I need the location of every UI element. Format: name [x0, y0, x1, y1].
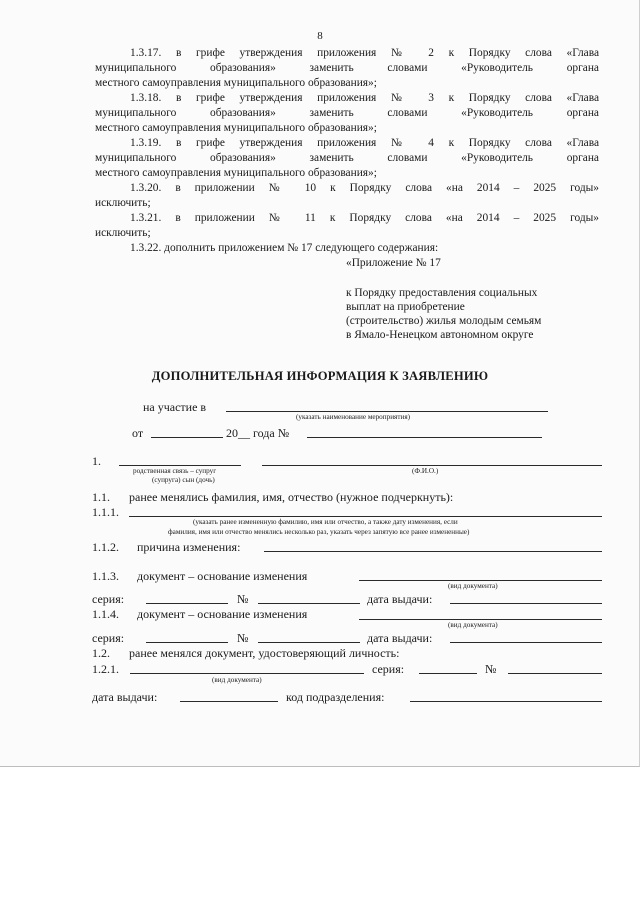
body-line: 1.3.17. в грифе утверждения приложения № 2 к Порядку слова «Глава: [130, 47, 599, 59]
participation-label: на участие в: [143, 400, 207, 414]
item-1-2-1-number: 1.2.1.: [92, 662, 119, 676]
body-line: исключить;: [95, 197, 151, 209]
body-line: 1.3.21. в приложении № 11 к Порядку слова «на 2014 – 2025 годы»: [130, 212, 599, 224]
item-1-1-4-number: 1.1.4.: [92, 607, 119, 621]
issue-date-label: дата выдачи:: [367, 592, 433, 606]
body-line: муниципального образования» заменить словами «Руководитель органа: [95, 107, 599, 119]
number-label: №: [485, 662, 497, 676]
series-label: серия:: [372, 662, 405, 676]
change-reason-field[interactable]: [264, 551, 602, 552]
series-label: серия:: [92, 631, 125, 645]
document-type-hint: (вид документа): [448, 582, 498, 590]
identity-issue-date-field[interactable]: [180, 701, 278, 702]
body-line: 1.3.22. дополнить приложением № 17 следующего содержания:: [130, 242, 439, 254]
body-line: 1.3.18. в грифе утверждения приложения № 3 к Порядку слова «Глава: [130, 92, 599, 104]
item-1-number: 1.: [92, 454, 101, 468]
fio-hint: (Ф.И.О.): [412, 467, 439, 475]
appendix-line: в Ямало-Ненецком автономном округе: [346, 329, 534, 341]
identity-number-field[interactable]: [508, 673, 602, 674]
body-line: муниципального образования» заменить словами «Руководитель органа: [95, 152, 599, 164]
division-code-label: код подразделения:: [286, 690, 385, 704]
identity-document-type-hint: (вид документа): [212, 676, 262, 684]
fio-field[interactable]: [262, 465, 602, 466]
relation-field[interactable]: [119, 465, 241, 466]
page-number: 8: [317, 30, 323, 42]
item-1-1-1-number: 1.1.1.: [92, 505, 119, 519]
participation-hint: (указать наименование мероприятия): [296, 413, 411, 421]
form-title: ДОПОЛНИТЕЛЬНАЯ ИНФОРМАЦИЯ К ЗАЯВЛЕНИЮ: [151, 369, 489, 383]
identity-series-field[interactable]: [419, 673, 477, 674]
issue-date-label: дата выдачи:: [367, 631, 433, 645]
application-number-field[interactable]: [307, 437, 542, 438]
item-1-1-text: ранее менялись фамилия, имя, отчество (нужное подчеркнуть):: [129, 490, 454, 504]
issue-date-field[interactable]: [450, 603, 602, 604]
item-1-1-3-number: 1.1.3.: [92, 569, 119, 583]
body-line: муниципального образования» заменить словами «Руководитель органа: [95, 62, 599, 74]
previous-name-field[interactable]: [129, 516, 602, 517]
division-code-field[interactable]: [410, 701, 602, 702]
item-1-2-text: ранее менялся документ, удостоверяющий личность:: [129, 646, 400, 660]
body-line: 1.3.20. в приложении № 10 к Порядку слова «на 2014 – 2025 годы»: [130, 182, 599, 194]
item-1-1-3-text: документ – основание изменения: [137, 569, 308, 583]
item-1-1-2-number: 1.1.2.: [92, 540, 119, 554]
body-line: 1.3.19. в грифе утверждения приложения № 4 к Порядку слова «Глава: [130, 137, 599, 149]
body-line: местного самоуправления муниципального образования»;: [95, 122, 377, 134]
appendix-line: к Порядку предоставления социальных: [346, 287, 538, 299]
relation-hint: (супруга) сын (дочь): [152, 476, 215, 484]
series-label: серия:: [92, 592, 125, 606]
series-field[interactable]: [146, 603, 228, 604]
date-field[interactable]: [151, 437, 223, 438]
relation-hint: родственная связь – супруг: [133, 467, 217, 475]
document-type-hint: (вид документа): [448, 621, 498, 629]
item-1-1-2-text: причина изменения:: [137, 540, 241, 554]
year-number-label: 20__ года №: [226, 426, 290, 440]
document-type-field[interactable]: [359, 619, 602, 620]
item-1-2-number: 1.2.: [92, 646, 110, 660]
appendix-heading: «Приложение № 17: [346, 257, 441, 269]
item-1-1-4-text: документ – основание изменения: [137, 607, 308, 621]
body-line: местного самоуправления муниципального образования»;: [95, 77, 377, 89]
issue-date-field[interactable]: [450, 642, 602, 643]
body-line: исключить;: [95, 227, 151, 239]
number-label: №: [237, 631, 249, 645]
from-label: от: [132, 426, 144, 440]
item-1-1-number: 1.1.: [92, 490, 110, 504]
number-field[interactable]: [258, 603, 360, 604]
issue-date-label: дата выдачи:: [92, 690, 158, 704]
appendix-line: выплат на приобретение: [346, 301, 465, 313]
document-type-field[interactable]: [359, 580, 602, 581]
number-field[interactable]: [258, 642, 360, 643]
number-label: №: [237, 592, 249, 606]
identity-document-type-field[interactable]: [130, 673, 364, 674]
previous-name-hint: фамилия, имя или отчество менялись несколько раз, указать через запятую все ранее измененные): [168, 528, 470, 536]
series-field[interactable]: [146, 642, 228, 643]
participation-field[interactable]: [226, 411, 548, 412]
previous-name-hint: (указать ранее измененную фамилию, имя или отчество, а также дату изменения, если: [193, 518, 458, 526]
body-line: местного самоуправления муниципального образования»;: [95, 167, 377, 179]
appendix-line: (строительство) жилья молодым семьям: [346, 315, 542, 327]
